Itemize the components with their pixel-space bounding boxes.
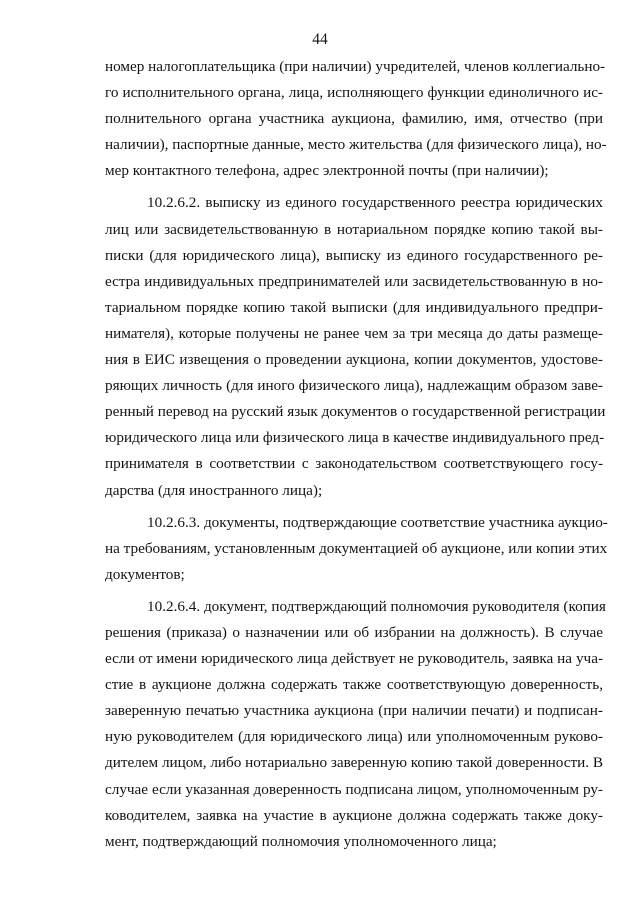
paragraph-3-line-2: на требованиям, установленным документацией об аукционе, или копии этих xyxy=(105,539,608,557)
page-number: 44 xyxy=(312,31,328,48)
paragraph-4-line-2: решения (приказа) о назначении или об избрании на должность). В случае xyxy=(105,623,603,641)
document-body xyxy=(105,54,608,855)
paragraph-3-line-3: документов; xyxy=(105,565,185,583)
paragraph-4-line-10: мент, подтверждающий полномочия уполномоченного лица; xyxy=(105,832,497,850)
paragraph-4-line-5: заверенную печатью участника аукциона (при наличии печати) и подписан- xyxy=(105,702,603,720)
paragraph-2-line-11: принимателя в соответствии с законодательством соответствующего госу- xyxy=(105,455,603,473)
paragraph-1-line-5: мер контактного телефона, адрес электронной почты (при наличии); xyxy=(105,162,549,180)
paragraph-2-line-3: писки (для юридического лица), выписку из единого государственного ре- xyxy=(105,246,603,264)
paragraph-4-line-3: если от имени юридического лица действует не руководитель, заявка на уча- xyxy=(105,650,603,668)
paragraph-4-line-7: дителем лицом, либо нотариально заверенную копию такой доверенности. В xyxy=(105,754,603,772)
paragraph-2-line-4: естра индивидуальных предпринимателей или засвидетельствованную в но- xyxy=(105,272,603,290)
paragraph-2-line-6: нимателя), которые получены не ранее чем за три месяца до даты размеще- xyxy=(105,324,603,342)
paragraph-2-line-2: лиц или засвидетельствованную в нотариальном порядке копию такой вы- xyxy=(105,220,603,238)
paragraph-2-line-8: ряющих личность (для иного физического лица), надлежащим образом заве- xyxy=(105,377,603,395)
paragraph-1-line-4: наличии), паспортные данные, место жительства (для физического лица), но- xyxy=(105,136,607,154)
paragraph-3-line-1: 10.2.6.3. документы, подтверждающие соответствие участника аукцио- xyxy=(147,513,608,531)
paragraph-2-line-10: юридического лица или физического лица в качестве индивидуального пред- xyxy=(105,429,605,447)
paragraph-2-line-9: ренный перевод на русский язык документов о государственной регистрации xyxy=(105,403,606,421)
paragraph-4-line-1: 10.2.6.4. документ, подтверждающий полномочия руководителя (копия xyxy=(147,597,606,615)
paragraph-4-line-6: ную руководителем (для юридического лица) или уполномоченным руково- xyxy=(105,728,603,746)
paragraph-1-line-1: номер налогоплательщика (при наличии) учредителей, членов коллегиально- xyxy=(105,58,606,75)
paragraph-1-line-3: полнительного органа участника аукциона, фамилию, имя, отчество (при xyxy=(105,110,603,128)
paragraph-4-line-8: случае если указанная доверенность подписана лицом, уполномоченным ру- xyxy=(105,780,603,798)
paragraph-1-line-2: го исполнительного органа, лица, исполняющего функции единоличного ис- xyxy=(105,84,603,102)
paragraph-4-line-9: ководителем, заявка на участие в аукционе должна содержать также доку- xyxy=(105,806,603,824)
paragraph-2-line-1: 10.2.6.2. выписку из единого государственного реестра юридических xyxy=(147,194,603,212)
paragraph-2-line-12: дарства (для иностранного лица); xyxy=(105,481,323,499)
paragraph-4-line-4: стие в аукционе должна содержать также соответствующую доверенность, xyxy=(105,676,603,694)
paragraph-2-line-7: ния в ЕИС извещения о проведении аукциона, копии документов, удостове- xyxy=(105,351,603,369)
paragraph-2-line-5: тариальном порядке копию такой выписки (для индивидуального предпри- xyxy=(105,298,603,316)
